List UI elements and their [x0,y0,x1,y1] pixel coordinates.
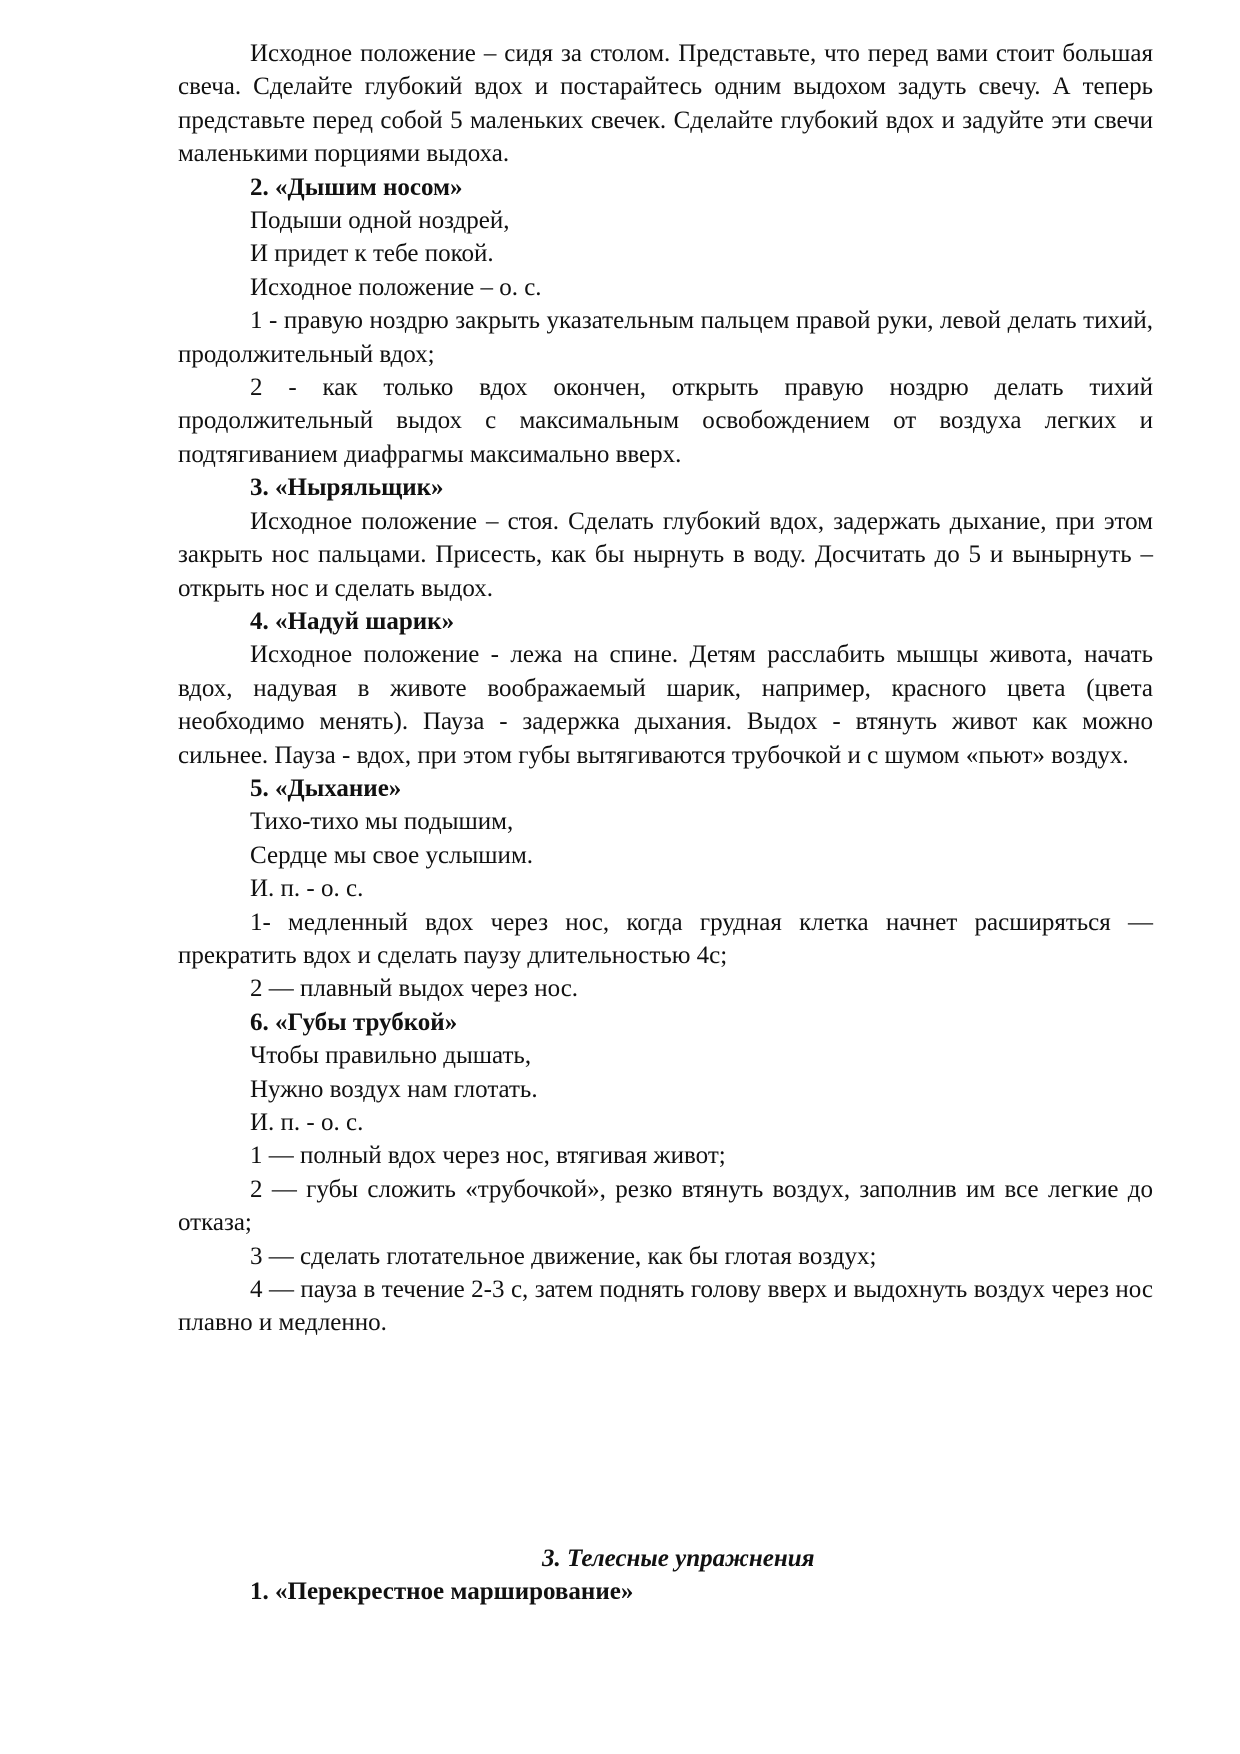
text-line: И придет к тебе покой. [250,240,494,268]
exercise-heading: 3. «Ныряльщик» [250,474,444,502]
paragraph: 2 — губы сложить «трубочкой», резко втянуть воздух, заполнив им все легкие до отказа; [178,1175,1153,1237]
section-first-item: 1. «Перекрестное марширование» [250,1578,634,1606]
text-line: Подыши одной ноздрей, [250,207,510,235]
text-line: Сердце мы свое услышим. [250,841,534,869]
text-line: 1 — полный вдох через нос, втягивая живот; [250,1142,726,1170]
exercise-heading: 5. «Дыхание» [250,774,402,802]
exercise-heading: 4. «Надуй шарик» [250,607,455,635]
section-block [178,1542,1153,1609]
paragraph: 2 - как только вдох окончен, открыть правую ноздрю делать тихий продолжительный выдох с максимальным освобождением от воздуха легких и подтягиванием диафрагмы максимально вверх. [178,374,1153,468]
text-line: Исходное положение – о. с. [250,273,542,301]
text-line: 3 — сделать глотательное движение, как бы глотая воздух; [250,1242,877,1270]
paragraph: Исходное положение – сидя за столом. Представьте, что перед вами стоит большая свеча. Сделайте глубокий вдох и постарайтесь одним выдохом задуть свечу. А теперь представьте перед собой 5 маленьких свечек. Сделайте глубокий вдох и задуйте эти свечи маленькими порциями выдоха. [178,40,1153,168]
section-title: 3. Телесные упражнения [542,1545,815,1572]
paragraph: 1- медленный вдох через нос, когда грудная клетка начнет расширяться — прекратить вдох и сделать паузу длительностью 4с; [178,908,1153,969]
exercise-heading: 2. «Дышим носом» [250,173,463,201]
text-line: И. п. - о. с. [250,1109,364,1136]
text-line: Чтобы правильно дышать, [250,1042,532,1070]
exercise-heading: 6. «Губы трубкой» [250,1008,458,1036]
paragraph: 4 — пауза в течение 2-3 с, затем поднять голову вверх и выдохнуть воздух через нос плавно и медленно. [178,1276,1153,1337]
paragraph: 1 - правую ноздрю закрыть указательным пальцем правой руки, левой делать тихий, продолжительный вдох; [178,307,1153,368]
paragraph: Исходное положение - лежа на спине. Детям расслабить мышцы живота, начать вдох, надувая в животе воображаемый шарик, например, красного цвета (цвета необходимо менять). Пауза - задержка дыхания. Выдох - втянуть живот как можно сильнее. Пауза - вдох, при этом губы вытягиваются трубочкой и с шумом «пьют» воздух. [178,641,1153,769]
paragraph: Исходное положение – стоя. Сделать глубокий вдох, задержать дыхание, при этом закрыть нос пальцами. Присесть, как бы нырнуть в воду. Досчитать до 5 и вынырнуть – открыть нос и сделать выдох. [178,507,1153,602]
text-line: 2 — плавный выдох через нос. [250,975,579,1003]
document-body [178,37,1153,1340]
text-line: И. п. - о. с. [250,875,364,903]
text-line: Тихо-тихо мы подышим, [250,808,514,836]
text-line: Нужно воздух нам глотать. [250,1075,538,1103]
